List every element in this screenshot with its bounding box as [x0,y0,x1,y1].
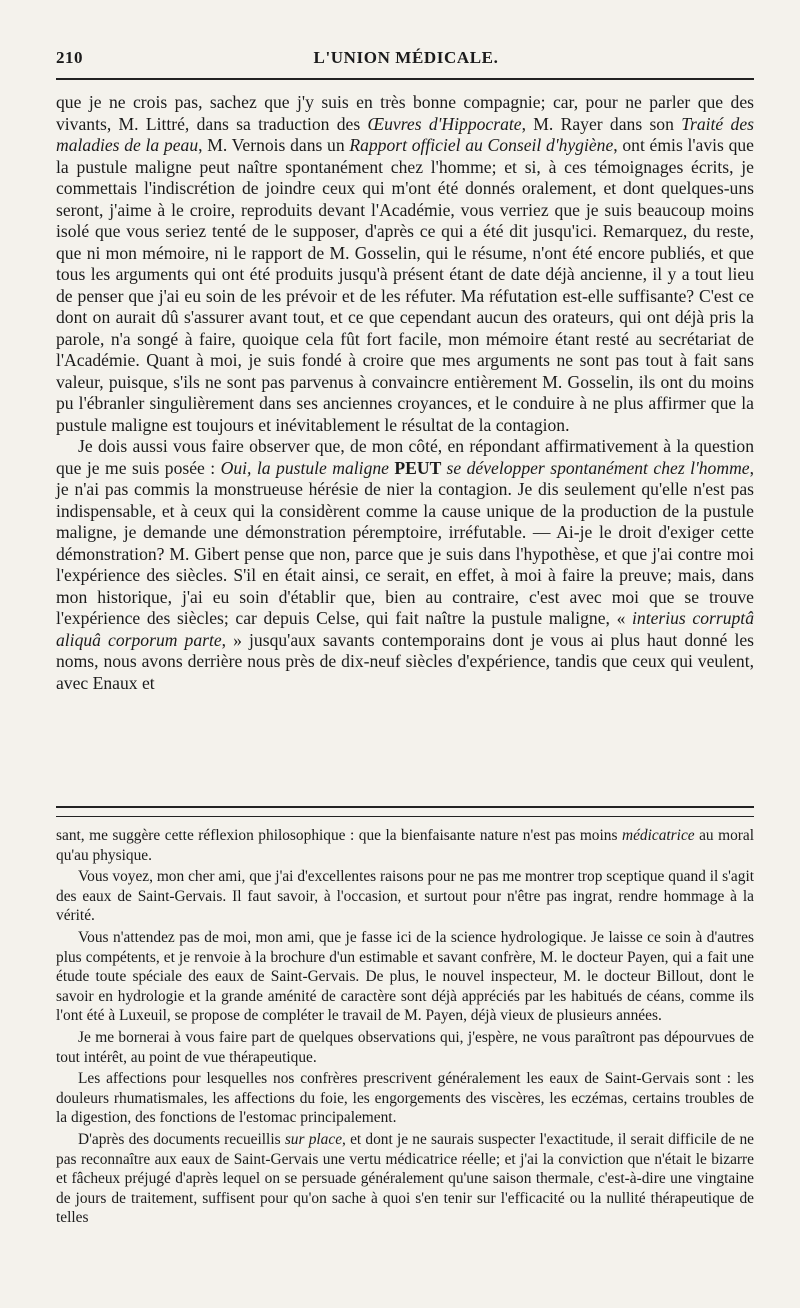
feuilleton-separator [56,806,754,817]
text-run: , M. Rayer dans son [521,113,682,134]
feuilleton-paragraph-5: Les affections pour lesquelles nos confrères prescrivent généralement les eaux de Saint-Gervais sont : les douleurs rhumatismales, les affections du foie, les engorgements des viscères, les eczémas, certains troubles de la digestion, des fonctions de l'estomac principalement. [56,1070,754,1127]
text-run: , » jusqu'aux savants contemporains dont je vous ai plus haut donné les noms, nous avons derrière nous près de dix-neuf siècles d'expérience, tandis que ceux qui veulent, avec Enaux et [56,629,754,693]
text-run: , je n'ai pas commis la monstrueuse hérésie de nier la contagion. Je dis seulement qu'elle n'est pas indispensable, et à ceux qui la considèrent comme la cause unique de la production de la pustule maligne, je demande une démonstration péremptoire, irréfutable. — Ai-je le droit d'exiger cette démonstration? M. Gibert pense que non, parce que je suis dans l'hypothèse, et que j'ai contre moi l'expérience des siècles. S'il en était ainsi, ce serait, en effet, à moi à faire la preuve; mais, dans mon historique, j'ai eu soin d'établir que, bien au contraire, c'est avec moi que se trouve l'expérience des siècles; car depuis Celse, qui fait naître la pustule maligne, « [56,457,754,628]
running-title: L'UNION MÉDICALE. [313,48,499,67]
italic-run: interius corruptâ aliquâ corporum parte [56,608,754,650]
main-paragraph-2 [56,436,754,694]
text-run: , ont émis l'avis que la pustule maligne peut naître spontanément chez l'homme; et si, à ces témoignages écrits, je commettais l'indiscrétion de joindre ceux qui m'ont été donnés oralement, et dont quelques-uns seront, j'aime à le croire, reproduits devant l'Académie, vous verriez que je suis beaucoup moins isolé que vous seriez tenté de le supposer, d'après ce qui a été dit jusqu'ici. Remarquez, du reste, que ni mon mémoire, ni le rapport de M. Gosselin, qui le résume, n'ont été encore publiés, et que tous les arguments qui ont été produits jusqu'à présent étant de date déjà ancienne, il y a tout lieu de penser que j'ai eu soin de les prévoir et de les réfuter. Ma réfutation est-elle suffisante? C'est ce dont on aurait dû s'assurer avant tout, et ce que cependant aucun des orateurs, qui ont déjà pris la parole, n'a songé à faire, quoique cela fût fort facile, mon mémoire étant resté au secrétariat de l'Académie. Quant à moi, je suis fondé à croire que mes arguments ne sont pas tout à fait sans valeur, puisque, s'ils ne sont pas parvenus à convaincre entièrement M. Gosselin, ils ont du moins pu l'ébranler singulièrement dans ses anciennes croyances, et le conduire à ne plus affirmer que la pustule maligne est toujours et inévitablement le résultat de la contagion. [56,135,754,435]
feuilleton-paragraph-2: Vous voyez, mon cher ami, que j'ai d'excellentes raisons pour ne pas me montrer trop sceptique quand il s'agit des eaux de Saint-Gervais. Il faut savoir, à l'occasion, et surtout pour n'être pas ingrat, rendre hommage à la vérité. [56,868,754,925]
italic-run: Rapport officiel au Conseil d'hygiène [349,135,614,155]
italic-run: Traité des maladies de la peau [56,113,754,155]
italic-run: Œuvres d'Hippocrate [367,113,522,134]
feuilleton-paragraph-4: Je me bornerai à vous faire part de quelques observations qui, j'espère, ne vous paraîtront pas dépourvues de tout intérêt, au point de vue thérapeutique. [56,1028,754,1066]
text-run: que je ne crois pas, sachez que j'y suis en très bonne compagnie; car, pour ne parler que des vivants, M. Littré, dans sa traduction des [56,92,754,134]
text-run: , et dont je ne saurais suspecter l'exactitude, il serait difficile de ne pas reconnaître aux eaux de Saint-Gervais une vertu médicatrice réelle; et j'ai la conviction que n'était le bizarre et fâcheux préjugé d'après lequel on se persuade généralement qu'une saison thermale, c'est-à-dire une vingtaine de jours de traitement, suffisent pour qu'on sache à quoi s'en tenir sur l'efficacité ou la nullité thérapeutique de telles [56,1130,754,1227]
text-run: au moral qu'au physique. [56,827,754,864]
feuilleton-paragraph-6 [56,1130,754,1228]
page-number: 210 [56,48,83,67]
header-rule [56,78,754,80]
feuilleton-paragraph-1 [56,826,754,865]
italic-run: Oui, la pustule maligne [220,457,389,478]
emphasis-run: PEUT [388,457,447,478]
text-run: sant, me suggère cette réflexion philosophique : que la bienfaisante nature n'est pas moins [56,827,622,844]
text-run: , M. Vernois dans un [198,135,350,155]
text-run: Je dois aussi vous faire observer que, de mon côté, en répondant affirmativement à la question que je me suis posée : [56,436,754,478]
text-run: D'après des documents recueillis [78,1130,285,1148]
feuilleton-column [56,826,754,1228]
feuilleton-paragraph-3: Vous n'attendez pas de moi, mon ami, que je fasse ici de la science hydrologique. Je laisse ce soin à d'autres plus compétents, et je renvoie à la brochure d'un estimable et savant confrère, M. le docteur Payen, qui a fait une étude toute spéciale des eaux de Saint-Gervais. De plus, le nouvel inspecteur, M. le docteur Billout, dont le savoir en hydrologie et la grande aménité de caractère sont déjà appréciés par les habitués de céans, comme ils l'ont été à Luxeuil, se propose de compléter le travail de M. Payen, déjà vieux de plusieurs années. [56,928,754,1025]
italic-run: sur place [284,1130,343,1148]
main-column [56,92,754,694]
page-header [56,48,756,72]
italic-run: se développer spontanément chez l'homme [446,457,750,478]
main-paragraph-1 [56,92,754,436]
italic-run: médicatrice [621,827,695,844]
